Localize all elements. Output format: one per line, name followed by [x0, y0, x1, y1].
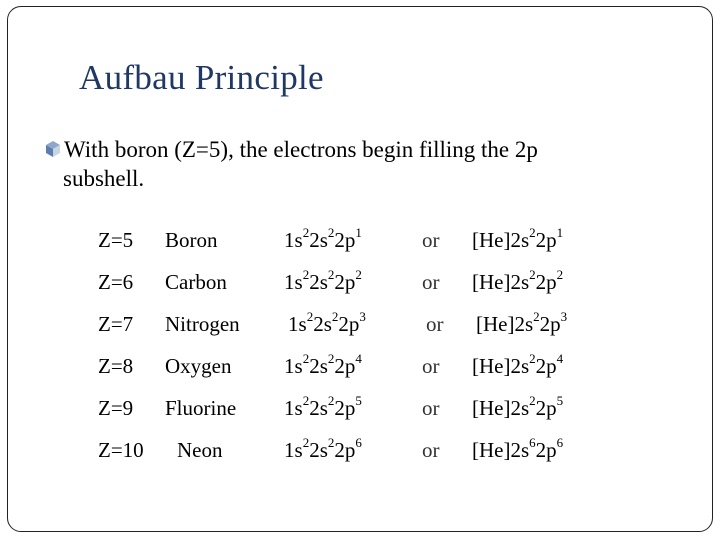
orbital: [He]2s — [472, 228, 530, 252]
orbital: 2p — [535, 396, 557, 420]
bullet-text-line2: subshell. — [63, 166, 145, 191]
element-name: Carbon — [165, 270, 227, 294]
orbital: 2s — [309, 270, 328, 294]
slide-title: Aufbau Principle — [79, 58, 324, 97]
orbital: 2p — [334, 270, 356, 294]
orbital: [He]2s — [472, 354, 530, 378]
superscript: 2 — [355, 267, 362, 282]
bullet-text-line1: With boron (Z=5), the electrons begin filling the 2p — [64, 137, 538, 162]
orbital: 2p — [535, 438, 557, 462]
atomic-number: Z=7 — [98, 312, 134, 336]
superscript: 2 — [306, 309, 314, 324]
element-name: Neon — [177, 438, 223, 462]
orbital: 2p — [539, 312, 561, 336]
superscript: 1 — [556, 225, 564, 240]
atomic-number: Z=6 — [98, 270, 134, 294]
atomic-number: Z=10 — [98, 438, 144, 462]
superscript: 2 — [302, 225, 310, 240]
orbital: 2p — [334, 354, 356, 378]
orbital: 2p — [535, 228, 557, 252]
atomic-number: Z=9 — [98, 396, 134, 420]
superscript: 2 — [302, 393, 310, 408]
superscript: 6 — [529, 435, 536, 450]
superscript: 1 — [355, 225, 362, 240]
superscript: 2 — [327, 225, 335, 240]
orbital: 2s — [309, 396, 328, 420]
superscript: 2 — [529, 225, 536, 240]
orbital: [He]2s — [472, 396, 530, 420]
element-name: Nitrogen — [165, 312, 240, 336]
orbital: 1s — [284, 270, 303, 294]
orbital: [He]2s — [472, 270, 530, 294]
superscript: 2 — [327, 435, 335, 450]
or-label: or — [422, 270, 440, 294]
superscript: 3 — [560, 309, 568, 324]
or-label: or — [422, 438, 440, 462]
superscript: 2 — [331, 309, 339, 324]
orbital: 2p — [334, 228, 356, 252]
orbital: 2s — [313, 312, 332, 336]
orbital: [He]2s — [472, 438, 530, 462]
superscript: 5 — [556, 393, 564, 408]
superscript: 2 — [327, 393, 335, 408]
superscript: 2 — [529, 393, 536, 408]
element-name: Boron — [165, 228, 218, 252]
orbital: 1s — [284, 228, 303, 252]
element-name: Fluorine — [165, 396, 237, 420]
orbital: 2p — [535, 354, 557, 378]
atomic-number: Z=8 — [98, 354, 134, 378]
orbital: [He]2s — [476, 312, 534, 336]
orbital: 2p — [334, 396, 356, 420]
or-label: or — [422, 228, 440, 252]
superscript: 2 — [327, 267, 335, 282]
atomic-number: Z=5 — [98, 228, 134, 252]
or-label: or — [422, 354, 440, 378]
superscript: 2 — [533, 309, 540, 324]
element-name: Oxygen — [165, 354, 232, 378]
superscript: 2 — [302, 435, 310, 450]
superscript: 6 — [556, 435, 564, 450]
superscript: 2 — [529, 351, 536, 366]
superscript: 2 — [302, 267, 310, 282]
superscript: 4 — [556, 351, 564, 366]
or-label: or — [422, 396, 440, 420]
orbital: 2s — [309, 228, 328, 252]
orbital: 2p — [535, 270, 557, 294]
orbital: 2s — [309, 354, 328, 378]
or-label: or — [426, 312, 444, 336]
orbital: 1s — [284, 396, 303, 420]
superscript: 2 — [327, 351, 335, 366]
superscript: 2 — [529, 267, 536, 282]
orbital: 2p — [338, 312, 360, 336]
bullet-paragraph — [44, 135, 664, 164]
orbital: 2s — [309, 438, 328, 462]
orbital: 1s — [288, 312, 307, 336]
superscript: 3 — [359, 309, 366, 324]
superscript: 5 — [355, 393, 362, 408]
superscript: 2 — [556, 267, 564, 282]
superscript: 6 — [355, 435, 362, 450]
superscript: 2 — [302, 351, 310, 366]
orbital: 1s — [284, 438, 303, 462]
orbital: 1s — [284, 354, 303, 378]
orbital: 2p — [334, 438, 356, 462]
bullet-arrow-icon — [44, 140, 62, 158]
superscript: 4 — [355, 351, 362, 366]
